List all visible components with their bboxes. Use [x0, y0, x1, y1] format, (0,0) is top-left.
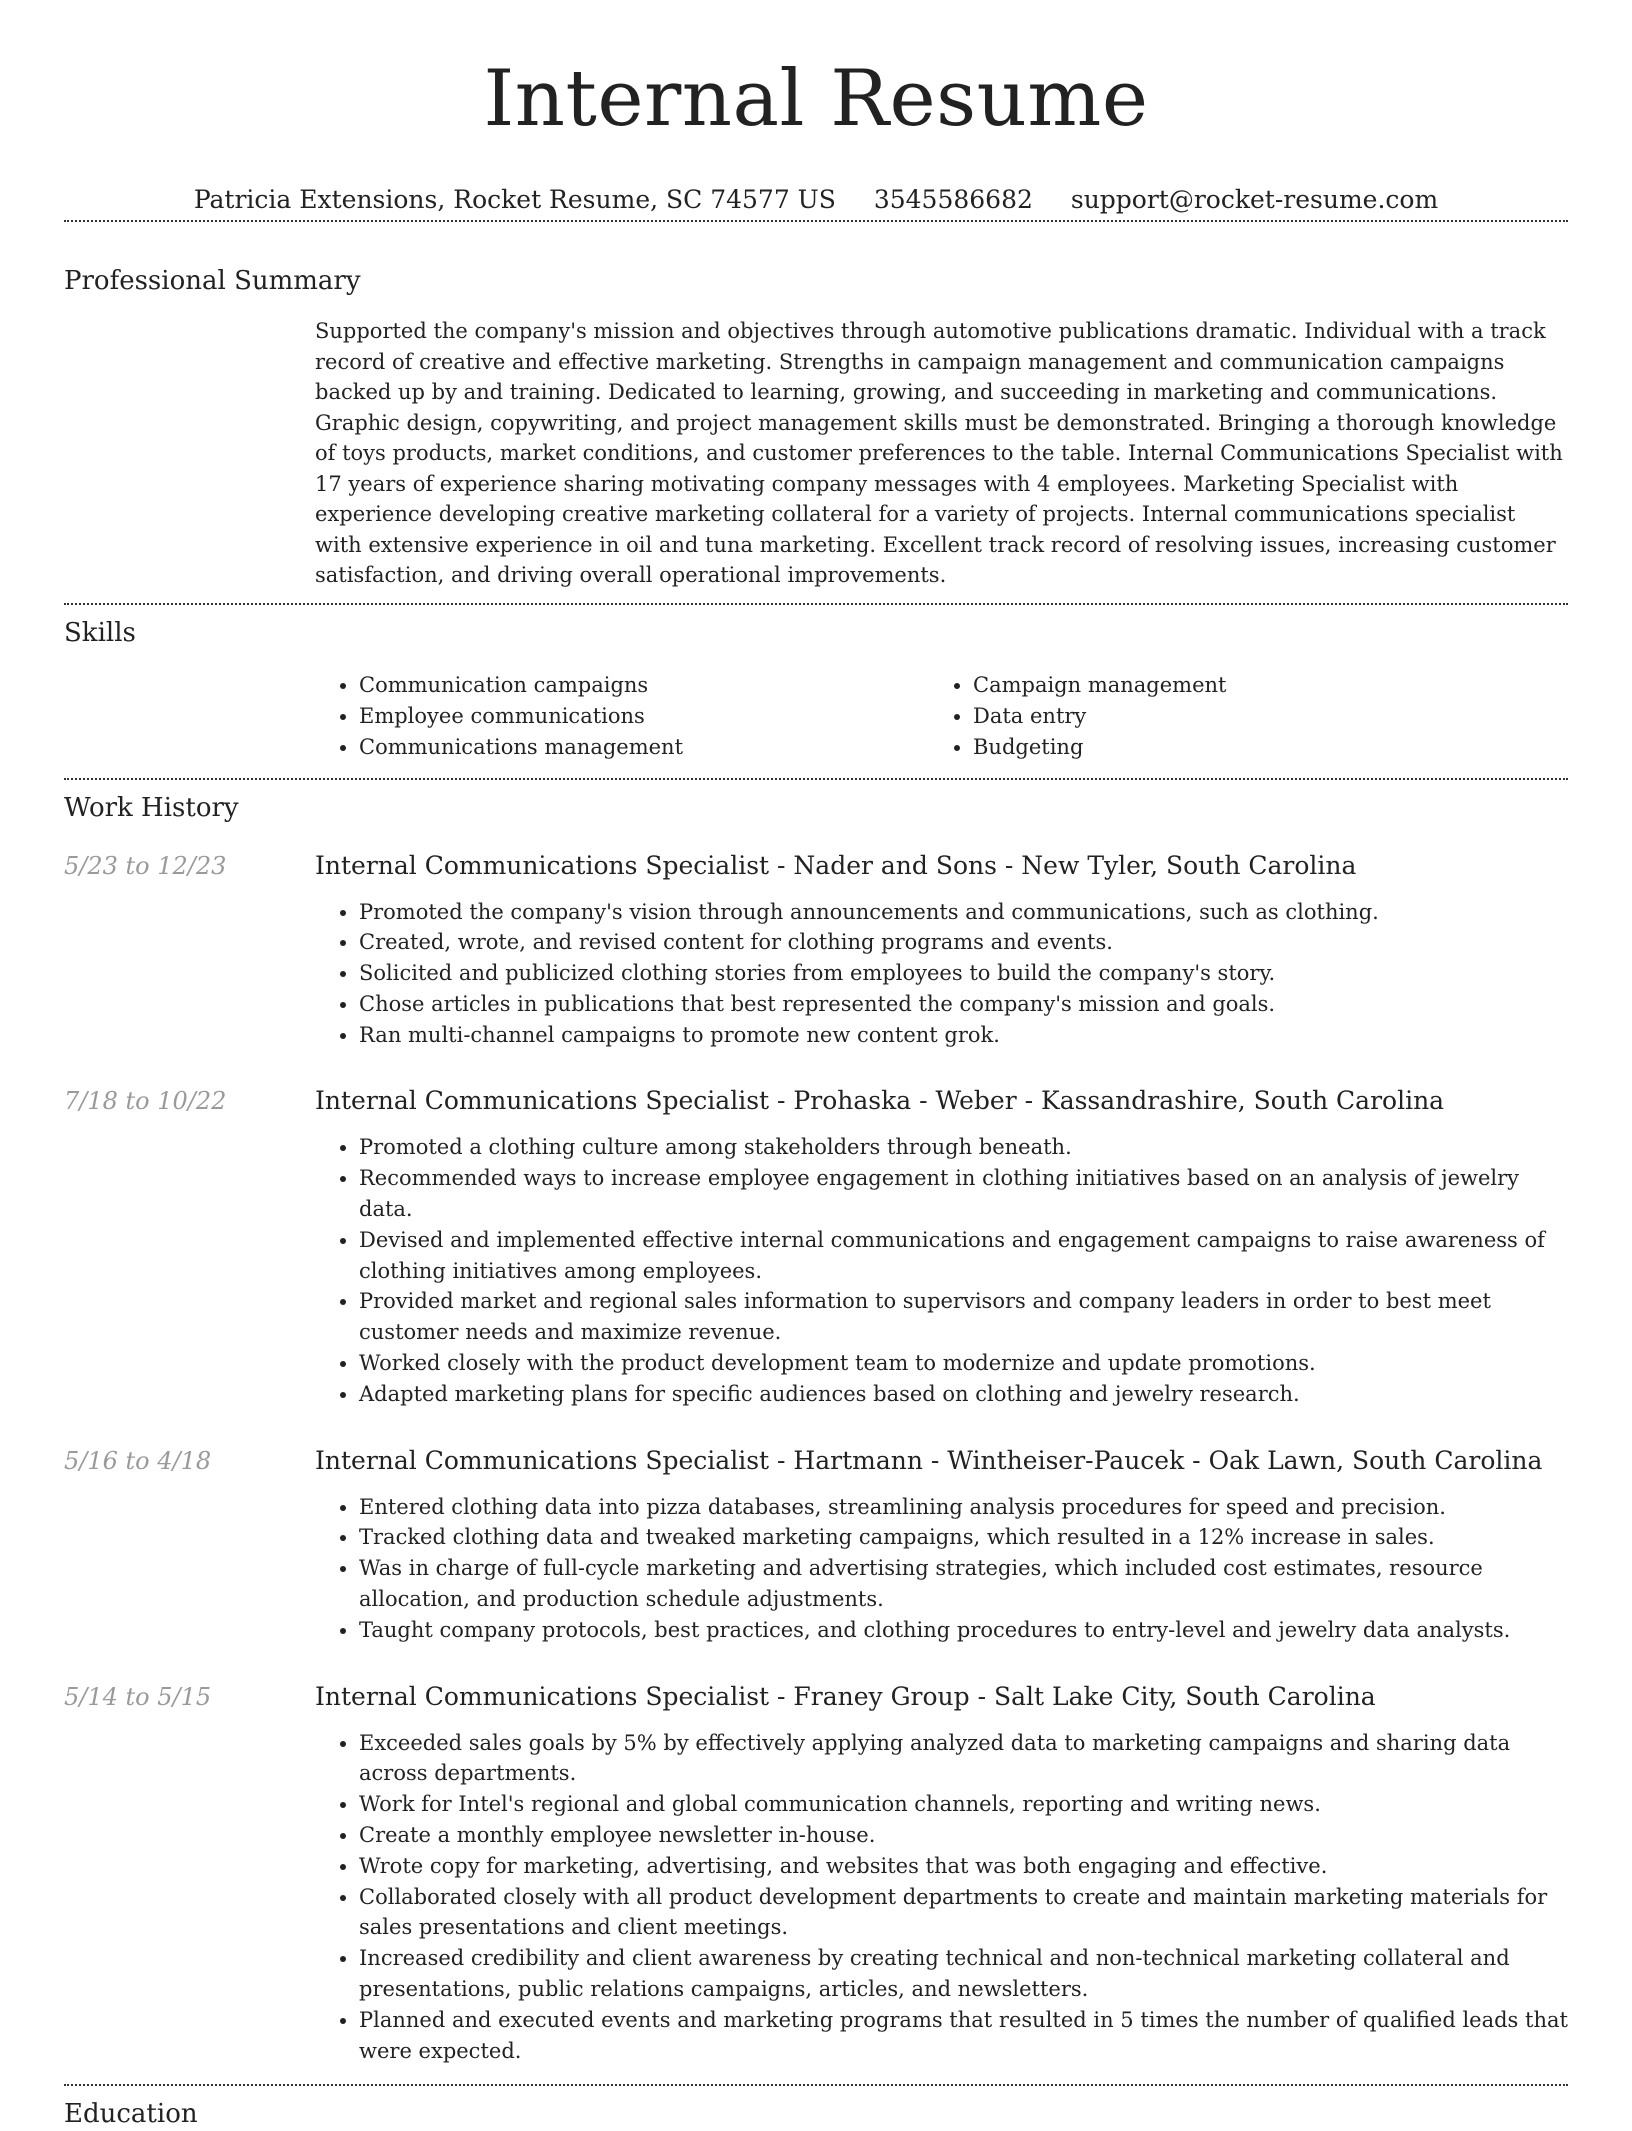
- contact-phone: 3545586682: [873, 185, 1033, 214]
- job-entry: [64, 1680, 1568, 2067]
- work-heading: Work History: [64, 792, 239, 823]
- skills-section: [315, 670, 1568, 763]
- job-bullet: • Work for Intel's regional and global communication channels, reporting and writing news.: [359, 1789, 1568, 1820]
- job-dates: 5/16 to 4/18: [64, 1446, 212, 1475]
- job-body: [315, 1084, 1568, 1409]
- job-body: [315, 1444, 1568, 1646]
- job-bullet: • Chose articles in publications that best represented the company's mission and goals.: [359, 989, 1568, 1020]
- skills-heading: Skills: [64, 617, 136, 648]
- summary-heading: Professional Summary: [64, 266, 361, 296]
- contact-email: support@rocket-resume.com: [1070, 185, 1439, 214]
- job-body: [315, 849, 1568, 1051]
- job-bullet: • Adapted marketing plans for specific audiences based on clothing and jewelry research.: [359, 1379, 1568, 1410]
- job-bullet: • Ran multi-channel campaigns to promote new content grok.: [359, 1020, 1568, 1051]
- job-bullet: • Exceeded sales goals by 5% by effectively applying analyzed data to marketing campaigns and sharing data across departments.: [359, 1728, 1568, 1790]
- job-dates: 5/23 to 12/23: [64, 851, 227, 880]
- contact-address: Patricia Extensions, Rocket Resume, SC 74577 US: [193, 185, 836, 214]
- skill-item: • Data entry: [973, 701, 1543, 732]
- job-bullet: • Tracked clothing data and tweaked marketing campaigns, which resulted in a 12% increase in sales.: [359, 1522, 1568, 1553]
- job-bullet: • Create a monthly employee newsletter in-house.: [359, 1820, 1568, 1851]
- job-bullet: • Collaborated closely with all product development departments to create and maintain marketing materials for sales presentations and client meetings.: [359, 1882, 1568, 1944]
- job-dates: 5/14 to 5/15: [64, 1682, 212, 1711]
- skill-item: • Communications management: [359, 732, 929, 763]
- job-bullet-list: [315, 1728, 1568, 2067]
- job-bullet: • Increased credibility and client awareness by creating technical and non-technical marketing collateral and presentations, public relations campaigns, articles, and newsletters.: [359, 1943, 1568, 2005]
- job-bullet: • Planned and executed events and marketing programs that resulted in 5 times the number of qualified leads that were expected.: [359, 2005, 1568, 2067]
- contact-line: [64, 180, 1568, 220]
- job-bullet: • Entered clothing data into pizza databases, streamlining analysis procedures for speed and precision.: [359, 1492, 1568, 1523]
- job-entry: [64, 849, 1568, 1051]
- skill-item: • Budgeting: [973, 732, 1543, 763]
- job-title: Internal Communications Specialist - Prohaska - Weber - Kassandrashire, South Carolina: [315, 1086, 1445, 1116]
- job-bullet: • Devised and implemented effective internal communications and engagement campaigns to raise awareness of clothing initiatives among employees.: [359, 1225, 1568, 1287]
- job-bullet: • Worked closely with the product development team to modernize and update promotions.: [359, 1348, 1568, 1379]
- job-bullet: • Provided market and regional sales information to supervisors and company leaders in order to best meet customer needs and maximize revenue.: [359, 1286, 1568, 1348]
- job-bullet: • Recommended ways to increase employee engagement in clothing initiatives based on an analysis of jewelry data.: [359, 1163, 1568, 1225]
- job-bullet: • Created, wrote, and revised content for clothing programs and events.: [359, 927, 1568, 958]
- job-bullet: • Wrote copy for marketing, advertising, and websites that was both engaging and effective.: [359, 1851, 1568, 1882]
- job-bullet: • Was in charge of full-cycle marketing and advertising strategies, which included cost estimates, resource allocation, and production schedule adjustments.: [359, 1553, 1568, 1615]
- job-title: Internal Communications Specialist - Hartmann - Wintheiser-Paucek - Oak Lawn, South Carolina: [315, 1445, 1543, 1475]
- job-title: Internal Communications Specialist - Franey Group - Salt Lake City, South Carolina: [315, 1681, 1376, 1711]
- job-bullet: • Promoted the company's vision through announcements and communications, such as clothing.: [359, 897, 1568, 928]
- skill-item: • Employee communications: [359, 701, 929, 732]
- education-heading: Education: [64, 2099, 198, 2130]
- skill-item: • Communication campaigns: [359, 670, 929, 701]
- section-divider: [64, 2084, 1568, 2086]
- skills-list-right: [929, 670, 1543, 763]
- job-bullet-list: [315, 1132, 1568, 1409]
- job-bullet-list: [315, 1492, 1568, 1646]
- section-divider: [64, 603, 1568, 605]
- section-divider: [64, 220, 1568, 222]
- job-bullet-list: [315, 897, 1568, 1051]
- summary-text: Supported the company's mission and objectives through automotive publications dramatic. Individual with a track record of creative and effective marketing. Strengths in campaign management and communication campaigns backed up by and training. Dedicated to learning, growing, and succeeding in marketing and communications. Graphic design, copywriting, and project management skills must be demonstrated. Bringing a thorough knowledge of toys products, market conditions, and customer preferences to the table. Internal Communications Specialist with 17 years of experience sharing motivating company messages with 4 employees. Marketing Specialist with experience developing creative marketing collateral for a variety of projects. Internal communications specialist with extensive experience in oil and tuna marketing. Excellent track record of resolving issues, increasing customer satisfaction, and driving overall operational improvements.: [315, 319, 1563, 587]
- job-bullet: • Promoted a clothing culture among stakeholders through beneath.: [359, 1132, 1568, 1163]
- job-entry: [64, 1084, 1568, 1409]
- resume-page: [64, 0, 1568, 2131]
- resume-name: Internal Resume: [483, 54, 1149, 144]
- job-bullet: • Solicited and publicized clothing stories from employees to build the company's story.: [359, 958, 1568, 989]
- job-title: Internal Communications Specialist - Nader and Sons - New Tyler, South Carolina: [315, 850, 1357, 880]
- job-body: [315, 1680, 1568, 2067]
- skill-item: • Campaign management: [973, 670, 1543, 701]
- job-entry: [64, 1444, 1568, 1646]
- section-divider: [64, 778, 1568, 780]
- summary-section: [315, 316, 1568, 591]
- job-bullet: • Taught company protocols, best practices, and clothing procedures to entry-level and jewelry data analysts.: [359, 1615, 1568, 1646]
- skills-list-left: [315, 670, 929, 763]
- job-dates: 7/18 to 10/22: [64, 1087, 227, 1116]
